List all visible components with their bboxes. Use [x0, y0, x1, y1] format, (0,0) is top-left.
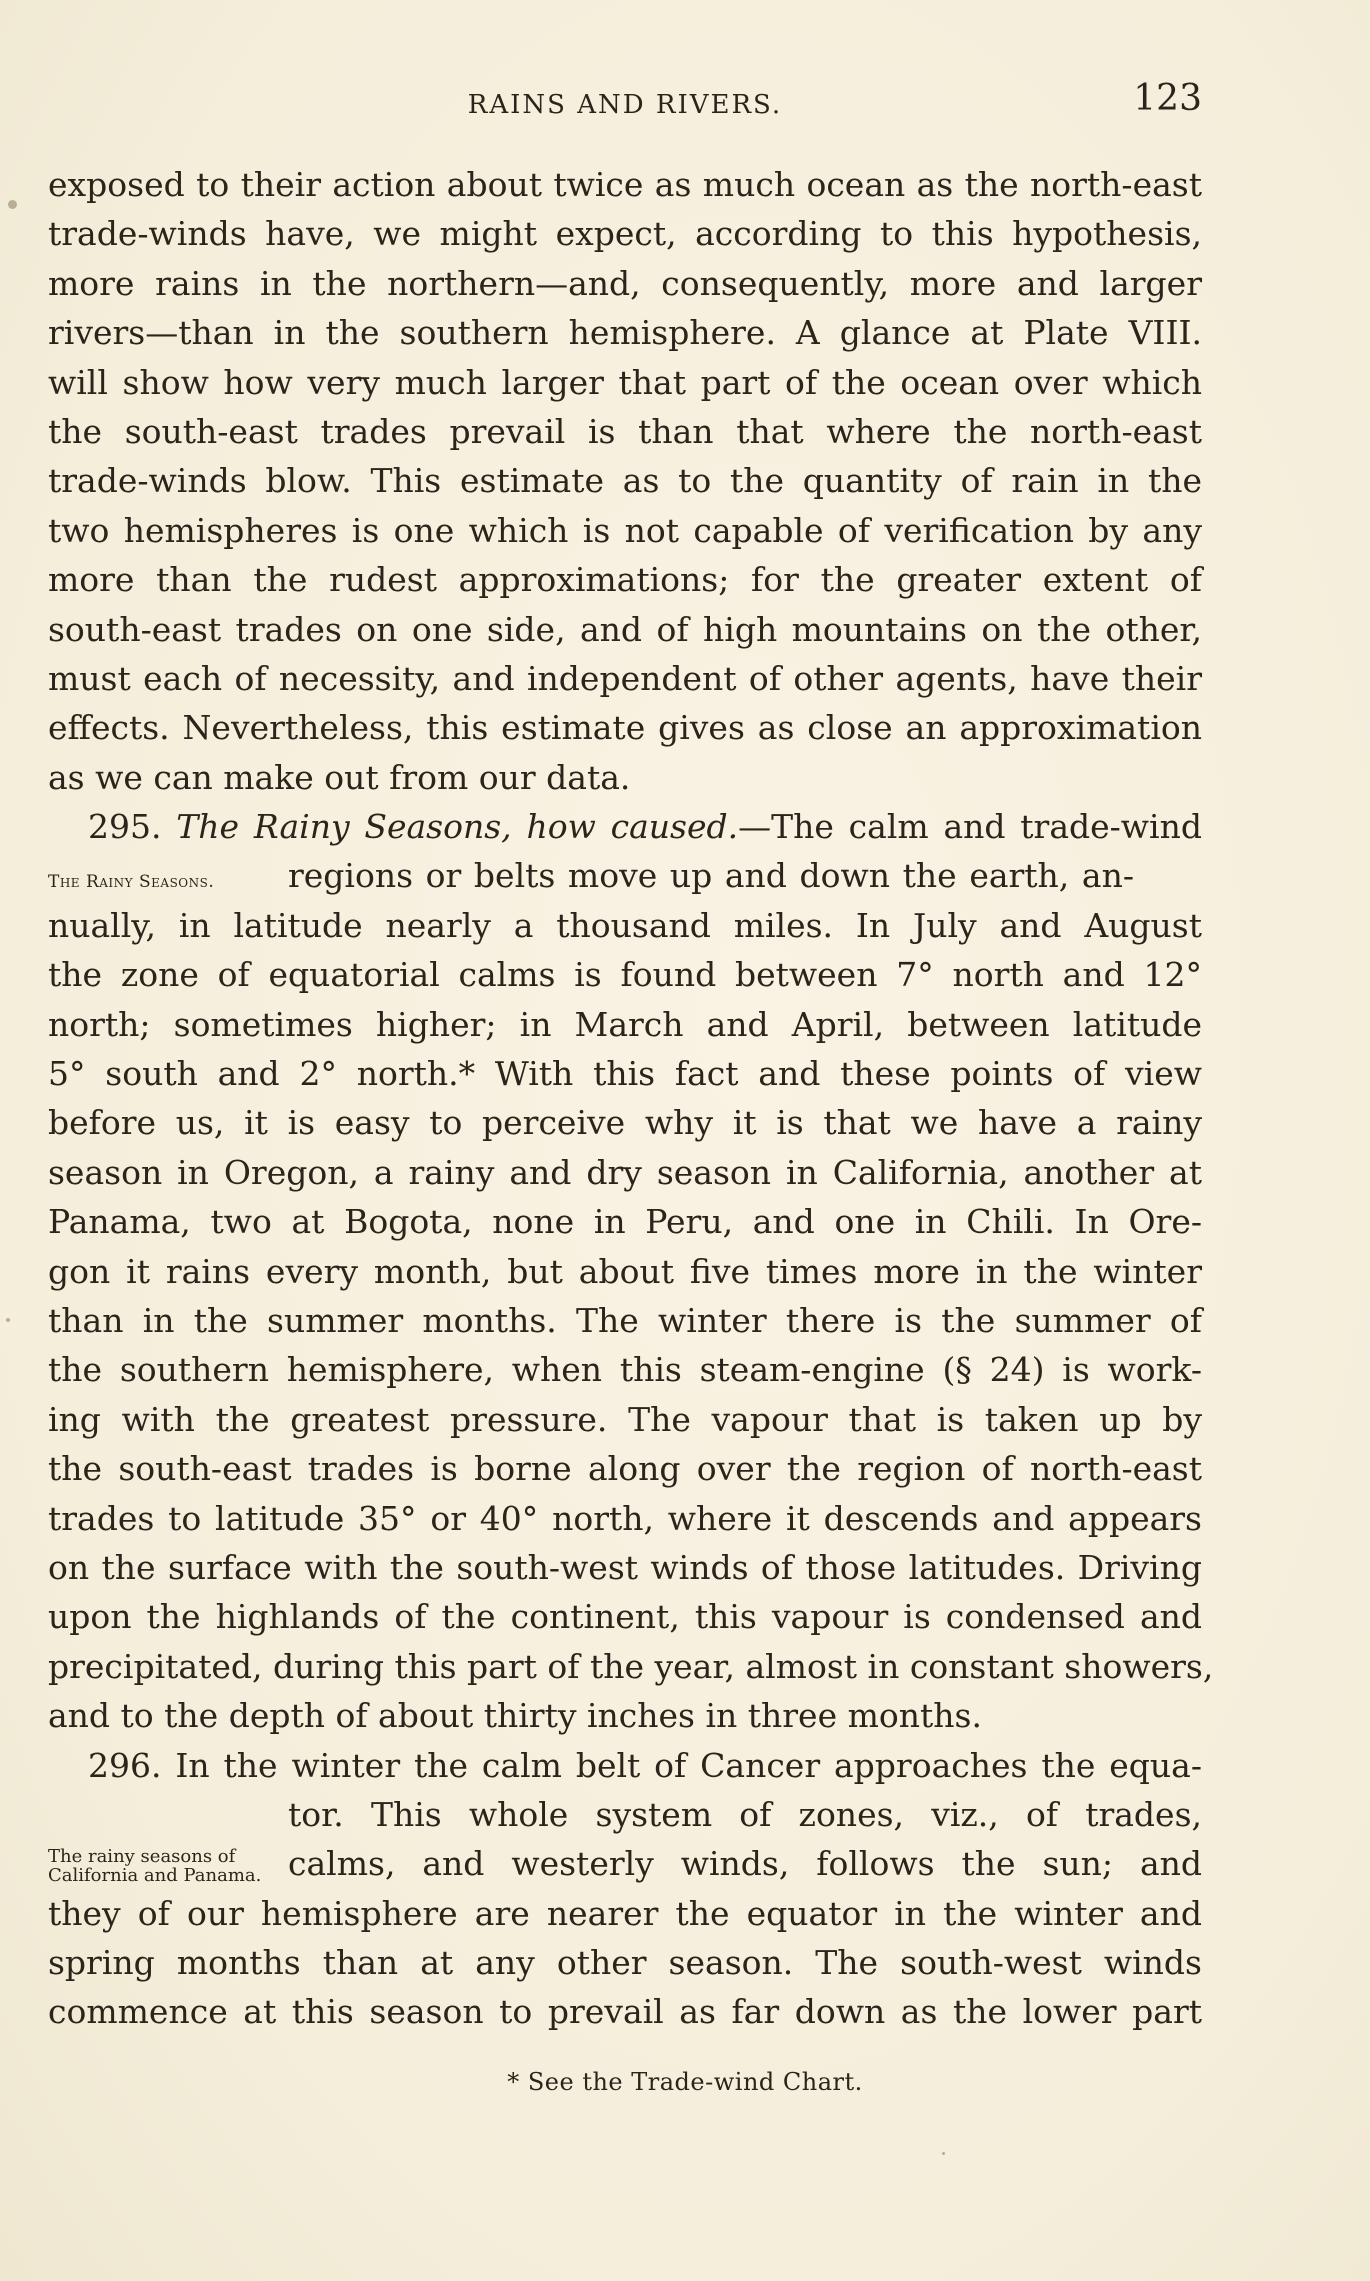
text-line: effects. Nevertheless, this estimate gives as close an approximation [48, 708, 1202, 748]
section-295-heading-line [48, 802, 1202, 851]
text-line: gon it rains every month, but about five times more in the winter [48, 1251, 1202, 1291]
footnote: * See the Trade-wind Chart. [507, 2068, 863, 2096]
text-line: precipitated, during this part of the year, almost in constant showers, [48, 1646, 1214, 1686]
text-line: calms, and westerly winds, follows the sun; and [288, 1844, 1202, 1884]
text-line: upon the highlands of the continent, this vapour is condensed and [48, 1597, 1202, 1637]
body-text [48, 160, 1214, 2037]
text-line: commence at this season to prevail as far down as the lower part [48, 1992, 1202, 2032]
text-line: spring months than at any other season. The south-west winds [48, 1943, 1202, 1983]
text-line: tor. This whole system of zones, viz., of trades, [288, 1794, 1202, 1834]
text-line: as we can make out from our data. [48, 757, 631, 797]
text-line: the south-east trades is borne along over the region of north-east [48, 1449, 1202, 1489]
text-line: on the surface with the south-west winds of those latitudes. Driving [48, 1547, 1202, 1587]
text-line: than in the summer months. The winter there is the summer of [48, 1300, 1202, 1340]
text-line: more rains in the northern—and, consequently, more and larger [48, 263, 1202, 303]
section-number: 295. [88, 807, 162, 847]
text-line: 5° south and 2° north.* With this fact and these points of view [48, 1054, 1202, 1094]
section-296-margin-line [48, 1790, 1202, 1839]
section-296-first-line: 296. In the winter the calm belt of Cancer approaches the equa- [88, 1745, 1202, 1785]
text-line: will show how very much larger that part of the ocean over which [48, 362, 1202, 402]
text-line: before us, it is easy to perceive why it is that we have a rainy [48, 1103, 1202, 1143]
text-line: regions or belts move up and down the earth, an- [288, 856, 1134, 896]
text-line: south-east trades on one side, and of high mountains on the other, [48, 609, 1202, 649]
section-heading-rest: —The calm and trade-wind [738, 807, 1202, 847]
text-line: the south-east trades prevail is than that where the north-east [48, 411, 1202, 451]
paper-speck [8, 200, 17, 209]
text-line: trade-winds have, we might expect, according to this hypothesis, [48, 214, 1202, 254]
text-line: they of our hemisphere are nearer the equator in the winter and [48, 1893, 1202, 1933]
text-line: the southern hemisphere, when this steam-engine (§ 24) is work- [48, 1350, 1202, 1390]
text-line: ing with the greatest pressure. The vapour that is taken up by [48, 1399, 1202, 1439]
text-line: trade-winds blow. This estimate as to the quantity of rain in the [48, 461, 1202, 501]
text-line: season in Oregon, a rainy and dry season in California, another at [48, 1152, 1202, 1192]
section-title: The Rainy Seasons, how caused. [176, 807, 739, 847]
page-number: 123 [1133, 78, 1202, 119]
paper-speck [6, 1318, 10, 1322]
text-line: north; sometimes higher; in March and April, between latitude [48, 1004, 1202, 1044]
text-line: the zone of equatorial calms is found between 7° north and 12° [48, 955, 1202, 995]
text-line: must each of necessity, and independent of other agents, have their [48, 658, 1202, 698]
paper-speck [942, 2152, 945, 2155]
text-line: two hemispheres is one which is not capable of verification by any [48, 510, 1202, 550]
running-head: RAINS AND RIVERS. [467, 90, 783, 120]
text-line: Panama, two at Bogota, none in Peru, and one in Chili. In Ore- [48, 1202, 1202, 1242]
text-line: more than the rudest approximations; for the greater extent of [48, 560, 1202, 600]
margin-note: The Rainy Seasons. [48, 872, 215, 893]
text-line: and to the depth of about thirty inches in three months. [48, 1696, 982, 1736]
margin-note-296: The rainy seasons of California and Panama. [48, 1846, 262, 1886]
text-line: exposed to their action about twice as much ocean as the north-east [48, 165, 1202, 204]
section-295-margin-line [48, 851, 1202, 900]
text-line: nually, in latitude nearly a thousand miles. In July and August [48, 905, 1202, 945]
text-line: trades to latitude 35° or 40° north, where it descends and appears [48, 1498, 1202, 1538]
page-header [48, 78, 1202, 124]
text-line: rivers—than in the southern hemisphere. A glance at Plate VIII. [48, 313, 1202, 353]
